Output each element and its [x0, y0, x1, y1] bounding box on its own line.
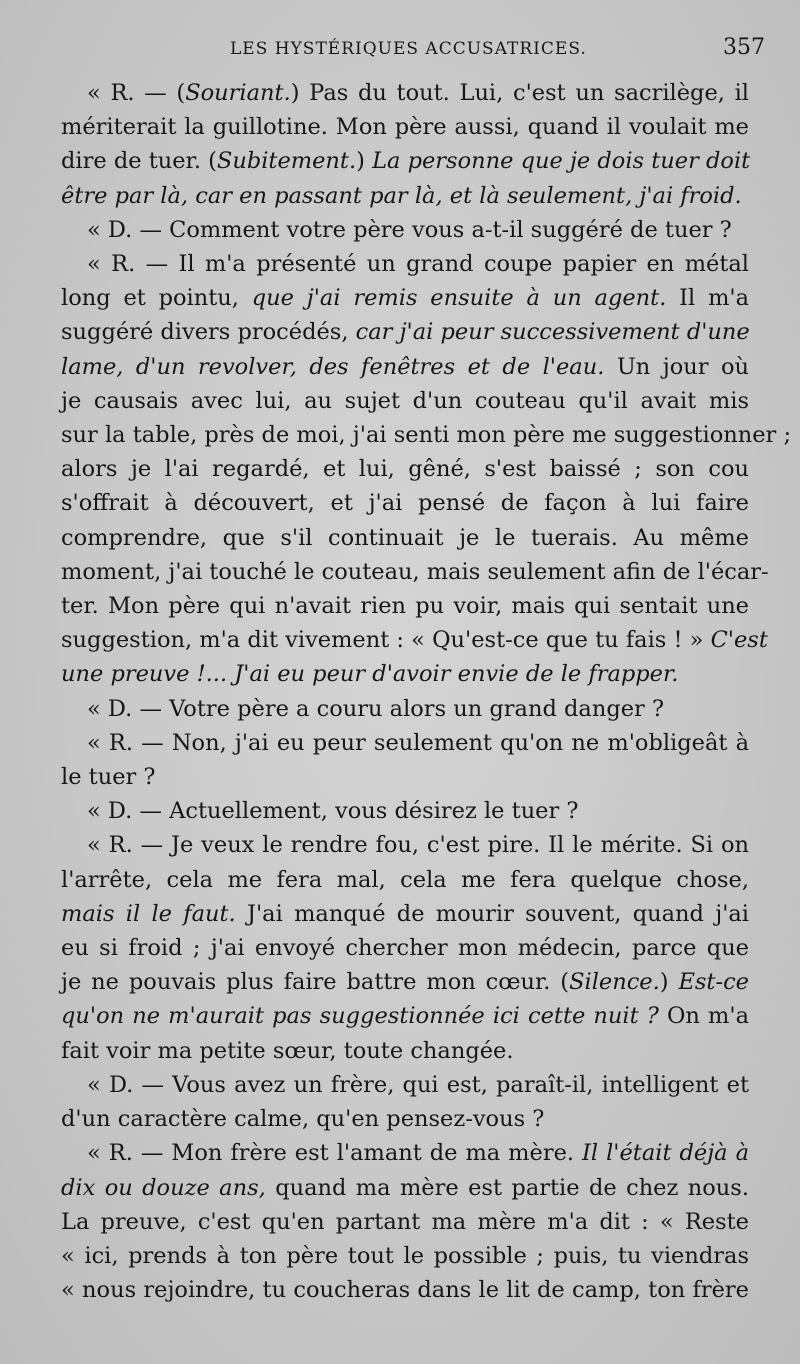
text-line: l'arrête, cela me fera mal, cela me fera quelque chose, — [61, 866, 749, 893]
text-line: « D. — Actuellement, vous désirez le tuer ? — [87, 798, 579, 825]
text-line: « R. — Il m'a présenté un grand coupe papier en métal — [87, 251, 749, 278]
text-line: s'offrait à découvert, et j'ai pensé de façon à lui faire — [61, 490, 749, 517]
text-line: suggestion, m'a dit vivement : « Qu'est-ce que tu fais ! » C'est — [61, 627, 768, 654]
text-line: dix ou douze ans, quand ma mère est partie de chez nous. — [61, 1174, 749, 1201]
text-line: mais il le faut. J'ai manqué de mourir souvent, quand j'ai — [61, 900, 750, 927]
text-line: dire de tuer. (Subitement.) La personne que je dois tuer doit — [61, 148, 751, 175]
text-line: « D. — Votre père a couru alors un grand danger ? — [87, 695, 665, 722]
text-line: ter. Mon père qui n'avait rien pu voir, mais qui sentait une — [61, 593, 749, 620]
body-text — [61, 76, 792, 1307]
text-line: suggéré divers procédés, car j'ai peur successivement d'une — [61, 319, 750, 346]
page-header — [230, 35, 765, 67]
text-line: je causais avec lui, au sujet d'un couteau qu'il avait mis — [61, 387, 749, 414]
text-line: comprendre, que s'il continuait je le tuerais. Au même — [61, 524, 749, 551]
text-line: « R. — Non, j'ai eu peur seulement qu'on ne m'obligeât à — [87, 729, 749, 756]
text-line: « R. — Mon frère est l'amant de ma mère. Il l'était déjà à — [87, 1140, 749, 1167]
text-line: d'un caractère calme, qu'en pensez-vous ? — [61, 1106, 545, 1133]
text-line: « ici, prends à ton père tout le possible ; puis, tu viendras — [61, 1242, 749, 1269]
text-line: long et pointu, que j'ai remis ensuite à un agent. Il m'a — [61, 285, 749, 312]
text-line: lame, d'un revolver, des fenêtres et de l'eau. Un jour où — [61, 353, 750, 380]
page-number: 357 — [723, 35, 765, 60]
text-line: fait voir ma petite sœur, toute changée. — [61, 1037, 514, 1064]
text-line: alors je l'ai regardé, et lui, gêné, s'est baissé ; son cou — [61, 456, 749, 483]
text-line: sur la table, près de moi, j'ai senti mon père me suggestionner ; — [61, 422, 792, 449]
text-line: La preuve, c'est qu'en partant ma mère m'a dit : « Reste — [61, 1208, 749, 1235]
text-line: « D. — Vous avez un frère, qui est, paraît-il, intelligent et — [87, 1071, 749, 1098]
text-line: « R. — (Souriant.) Pas du tout. Lui, c'est un sacrilège, il — [87, 80, 749, 106]
text-line: « nous rejoindre, tu coucheras dans le lit de camp, ton frère — [61, 1277, 749, 1304]
text-line: « R. — Je veux le rendre fou, c'est pire. Il le mérite. Si on — [87, 832, 749, 859]
text-line: eu si froid ; j'ai envoyé chercher mon médecin, parce que — [61, 935, 749, 962]
text-line: une preuve !... J'ai eu peur d'avoir envie de le frapper. — [61, 661, 679, 688]
text-line: moment, j'ai touché le couteau, mais seulement afin de l'écar- — [61, 558, 769, 585]
running-title: LES HYSTÉRIQUES ACCUSATRICES. — [230, 39, 587, 59]
text-line: être par là, car en passant par là, et là seulement, j'ai froid. — [61, 182, 742, 209]
text-line: « D. — Comment votre père vous a-t-il suggéré de tuer ? — [87, 216, 732, 243]
text-line: le tuer ? — [61, 764, 156, 791]
text-line: mériterait la guillotine. Mon père aussi, quand il voulait me — [61, 114, 749, 141]
text-line: je ne pouvais plus faire battre mon cœur. (Silence.) Est-ce — [61, 969, 749, 996]
text-line: qu'on ne m'aurait pas suggestionnée ici cette nuit ? On m'a — [61, 1003, 749, 1030]
